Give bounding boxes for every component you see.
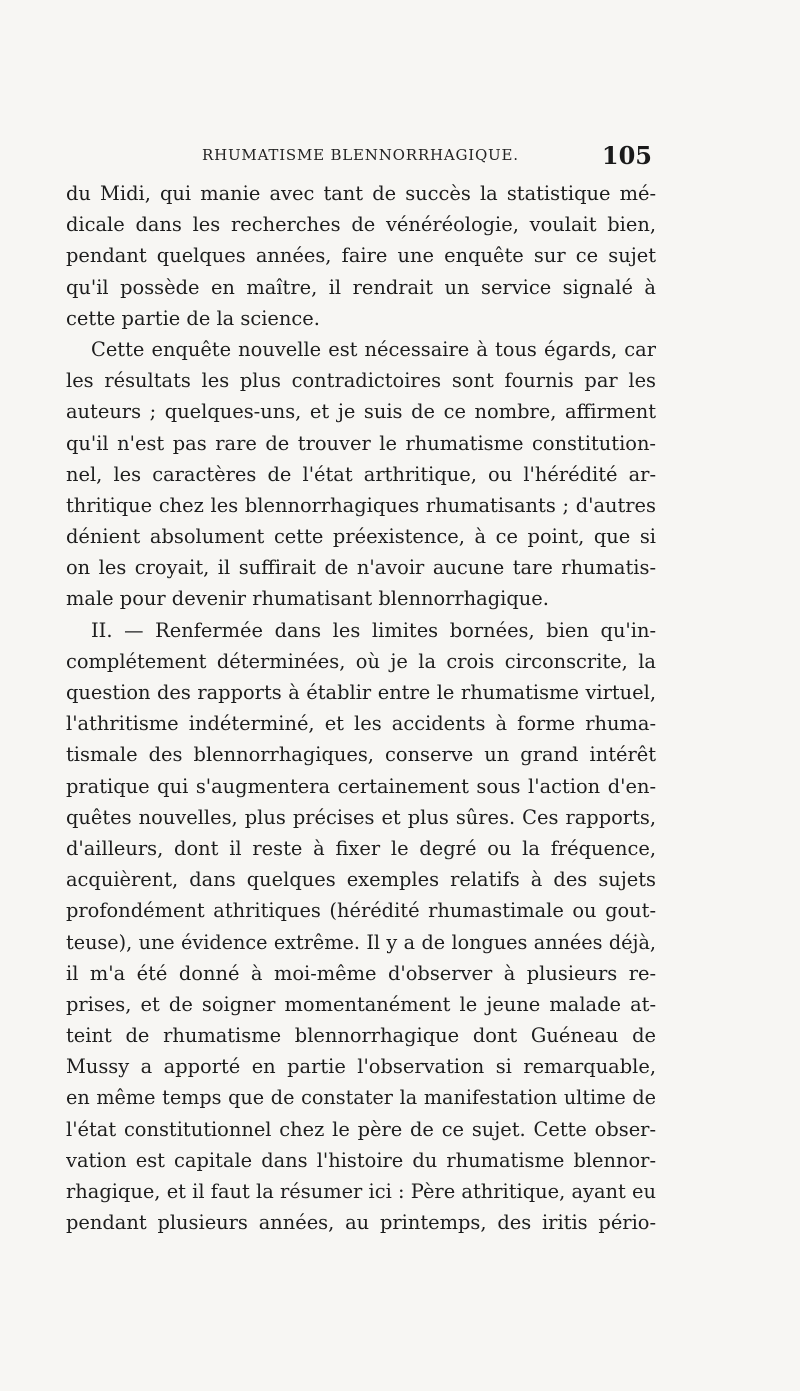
page-number: 105	[601, 141, 652, 170]
text-line: l'état constitutionnel chez le père de ce sujet. Cette obser-	[66, 1117, 656, 1141]
text-line: il m'a été donné à moi-même d'observer à plusieurs re-	[66, 961, 656, 985]
text-line: nel, les caractères de l'état arthritique, ou l'hérédité ar-	[66, 462, 656, 486]
text-line: vation est capitale dans l'histoire du rhumatisme blennor-	[66, 1148, 656, 1172]
running-head	[66, 141, 656, 175]
text-line: dénient absolument cette préexistence, à ce point, que si	[66, 525, 656, 549]
text-line: auteurs ; quelques-uns, et je suis de ce nombre, affirment	[66, 400, 656, 424]
text-line: qu'il n'est pas rare de trouver le rhumatisme constitution-	[66, 431, 656, 455]
body-text	[66, 178, 656, 1238]
text-line: II. — Renfermée dans les limites bornées, bien qu'in-	[91, 618, 656, 642]
text-line: Cette enquête nouvelle est nécessaire à tous égards, car	[91, 337, 656, 361]
text-line: tismale des blennorrhagiques, conserve un grand intérêt	[66, 743, 656, 767]
text-line: thritique chez les blennorrhagiques rhumatisants ; d'autres	[66, 493, 656, 517]
text-line: teint de rhumatisme blennorrhagique dont Guéneau de	[66, 1024, 656, 1048]
text-line: Mussy a apporté en partie l'observation si remarquable,	[66, 1055, 656, 1079]
text-line: complétement déterminées, où je la crois circonscrite, la	[66, 649, 656, 673]
text-line: male pour devenir rhumatisant blennorrhagique.	[66, 587, 549, 611]
text-line: prises, et de soigner momentanément le jeune malade at-	[66, 992, 656, 1016]
text-line: on les croyait, il suffirait de n'avoir aucune tare rhumatis-	[66, 556, 656, 580]
text-line: question des rapports à établir entre le rhumatisme virtuel,	[66, 681, 656, 704]
text-line: les résultats les plus contradictoires sont fournis par les	[66, 369, 656, 393]
text-line: pratique qui s'augmentera certainement sous l'action d'en-	[66, 774, 656, 798]
running-title: RHUMATISME BLENNORRHAGIQUE.	[202, 146, 519, 164]
text-line: profondément athritiques (hérédité rhumastimale ou gout-	[66, 899, 656, 923]
text-line: du Midi, qui manie avec tant de succès la statistique mé-	[66, 182, 656, 205]
text-line: pendant quelques années, faire une enquête sur ce sujet	[66, 244, 656, 268]
text-line: d'ailleurs, dont il reste à fixer le degré ou la fréquence,	[66, 836, 656, 860]
text-line: dicale dans les recherches de vénéréologie, voulait bien,	[66, 213, 656, 237]
text-line: quêtes nouvelles, plus précises et plus sûres. Ces rapports,	[66, 805, 656, 829]
text-line: pendant plusieurs années, au printemps, des iritis pério-	[66, 1211, 656, 1235]
text-line: acquièrent, dans quelques exemples relatifs à des sujets	[66, 868, 656, 892]
text-line: en même temps que de constater la manifestation ultime de	[66, 1086, 656, 1110]
text-line: teuse), une évidence extrême. Il y a de longues années déjà,	[66, 930, 656, 954]
text-line: l'athritisme indéterminé, et les accidents à forme rhuma-	[66, 712, 656, 736]
text-line: cette partie de la science.	[66, 306, 320, 330]
text-line: qu'il possède en maître, il rendrait un service signalé à	[66, 275, 656, 299]
text-line: rhagique, et il faut la résumer ici : Père athritique, ayant eu	[66, 1180, 656, 1203]
